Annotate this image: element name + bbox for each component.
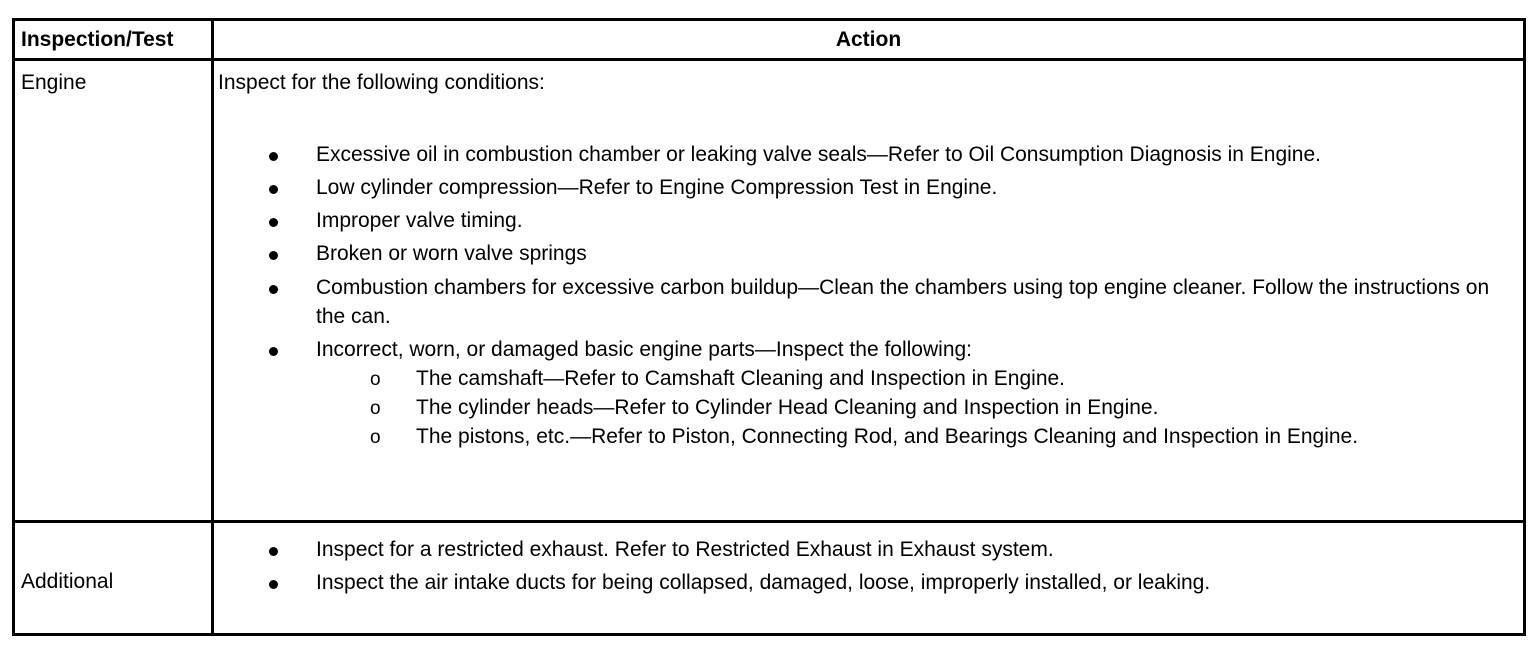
bullet-dot-icon [269,251,278,260]
bullet-dot-icon [269,547,278,556]
sub-bullet-circle-icon: o [370,369,381,390]
bullet-dot-icon [269,285,278,294]
engine-bullet-6: Incorrect, worn, or damaged basic engine parts—Inspect the following: [316,338,973,361]
header-action: Action [835,28,902,51]
engine-sub-bullet-3: The pistons, etc.—Refer to Piston, Connecting Rod, and Bearings Cleaning and Inspection in Engine. [416,425,1359,448]
bullet-dot-icon [269,152,278,161]
row-label-additional: Additional [21,570,114,593]
engine-bullet-1: Excessive oil in combustion chamber or leaking valve seals—Refer to Oil Consumption Diagnosis in Engine. [316,143,1321,166]
bullet-dot-icon [269,185,278,194]
column-divider [211,21,214,633]
engine-bullet-4: Broken or worn valve springs [316,242,587,265]
header-inspection-test: Inspection/Test [21,28,174,51]
additional-bullet-2: Inspect the air intake ducts for being collapsed, damaged, loose, improperly installed, or leaking. [316,571,1211,594]
bullet-dot-icon [269,580,278,589]
row-divider [15,520,1523,523]
engine-intro-text: Inspect for the following conditions: [218,71,545,94]
engine-sub-bullet-1: The camshaft—Refer to Camshaft Cleaning and Inspection in Engine. [416,367,1066,390]
header-divider [15,58,1523,61]
bullet-dot-icon [269,218,278,227]
bullet-dot-icon [269,347,278,356]
row-label-engine: Engine [21,71,87,94]
diagnostic-table [12,18,1526,636]
sub-bullet-circle-icon: o [370,427,381,448]
engine-bullet-3: Improper valve timing. [316,209,523,232]
engine-bullet-5: Combustion chambers for excessive carbon buildup—Clean the chambers using top engine cleaner. Follow the instructions on the can. [316,276,1490,328]
engine-sub-bullet-2: The cylinder heads—Refer to Cylinder Head Cleaning and Inspection in Engine. [416,396,1159,419]
additional-bullet-1: Inspect for a restricted exhaust. Refer to Restricted Exhaust in Exhaust system. [316,538,1054,561]
engine-bullet-2: Low cylinder compression—Refer to Engine Compression Test in Engine. [316,176,998,199]
sub-bullet-circle-icon: o [370,398,381,419]
